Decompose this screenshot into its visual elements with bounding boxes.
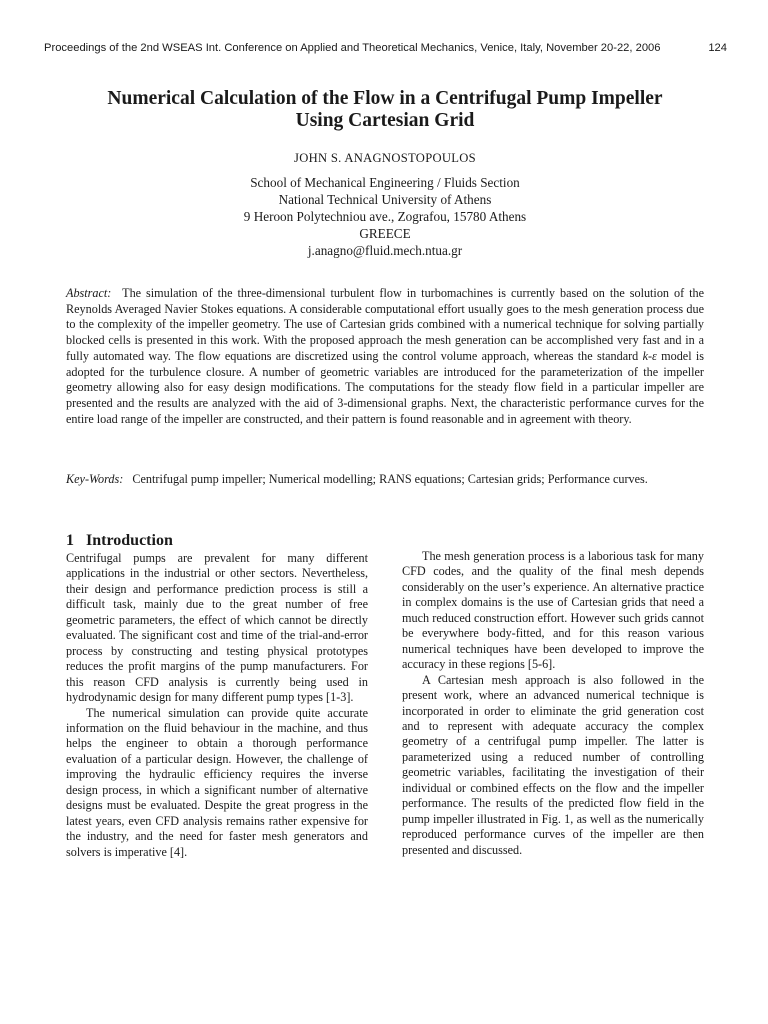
title-line-1: Numerical Calculation of the Flow in a Centrifugal Pump Impeller	[107, 88, 663, 109]
author-name: JOHN S. ANAGNOSTOPOULOS	[294, 151, 476, 165]
intro-paragraph-2: The numerical simulation can provide quite accurate information on the fluid behaviour in the machine, and thus helps the engineer to obtain a thorough performance evaluation of a particular design. However, the challenge of improving the hydraulic efficiency requires the inverse design process, in which a significant number of alternative designs must be evaluated. Despite the great progress in the latest years, even CFD analysis remains rather expensive for the industry, and the need for faster mesh generators and solvers is imperative [4].	[66, 705, 368, 859]
keywords	[66, 472, 704, 488]
intro-paragraph-3: The mesh generation process is a laborious task for many CFD codes, and the quality of the final mesh depends considerably on the user’s experience. An alternative practice in complex domains is the use of Cartesian grids that need a much reduced construction effort. However such grids cannot be everywhere body-fitted, and for this reason various numerical techniques have been developed to improve the accuracy in these regions [5-6].	[402, 549, 704, 672]
affiliation-address: 9 Heroon Polytechniou ave., Zografou, 15780 Athens	[243, 209, 527, 224]
turbulence-model-symbol: k-ε	[642, 348, 657, 363]
affiliation-department: School of Mechanical Engineering / Fluids Section	[250, 175, 520, 190]
affiliation-university: National Technical University of Athens	[278, 192, 492, 207]
right-column	[402, 549, 704, 858]
keywords-text: Centrifugal pump impeller; Numerical modelling; RANS equations; Cartesian grids; Performance curves.	[132, 472, 648, 486]
paper-title	[40, 88, 730, 132]
intro-paragraph-4: A Cartesian mesh approach is also followed in the present work, where an advanced numerical technique is incorporated in order to eliminate the grid generation cost and to represent with adequate accuracy the complex geometry of a centrifugal pump impeller. The latter is parameterized using a reduced number of controlling geometric variables, facilitating the investigation of their individual or combined effects on the flow and the impeller performance. The results of the predicted flow field in the pump impeller illustrated in Fig. 1, as well as the numerically reproduced performance curves of the impeller are then presented and discussed.	[402, 672, 704, 857]
section-title: Introduction	[86, 532, 173, 549]
abstract-text-part1: The simulation of the three-dimensional turbulent flow in turbomachines is currently based on the solution of the Reynolds Averaged Navier Stokes equations. A considerable computational effort usually goes to the mesh generation process due to the complexity of the impeller geometry. The use of Cartesian grids combined with a numerical technique for solving partially blocked cells is presented in this work. With the proposed approach the mesh generation can be accomplished very fast and in a fully automated way. The flow equations are discretized using the control volume approach, whereas the standard	[66, 286, 704, 363]
affiliation-country: GREECE	[359, 226, 411, 241]
title-line-2: Using Cartesian Grid	[295, 110, 475, 131]
left-column	[66, 551, 368, 860]
page-number: 124	[708, 42, 727, 54]
abstract-text-part2: model is adopted for the turbulence closure. A number of geometric variables are introduced for the parameterization of the impeller geometry allowing also for easy design modifications. The computations for the steady flow field in a particular impeller are presented and the results are analyzed with the aid of 3-dimensional graphs. Next, the characteristic performance curves for the entire load range of the impeller are constructed, and their pattern is found reasonable and in agreement with theory.	[66, 348, 705, 426]
abstract-label: Abstract:	[66, 286, 112, 300]
author-email: j.anagno@fluid.mech.ntua.gr	[307, 243, 463, 258]
conference-info: Proceedings of the 2nd WSEAS Int. Conference on Applied and Theoretical Mechanics, Venice, Italy, November 20-22, 2006	[44, 42, 661, 54]
abstract	[66, 286, 704, 427]
section-heading-introduction	[66, 532, 173, 550]
intro-paragraph-1: Centrifugal pumps are prevalent for many different applications in the industrial or other sectors. Nevertheless, their design and performance prediction process is still a difficult task, mainly due to the great number of free geometric parameters, the effect of which cannot be directly evaluated. The significant cost and time of the trial-and-error process by constructing and testing physical prototypes reduces the profit margins of the pump manufacturers. For this reason CFD analysis is currently being used in hydrodynamic design for many different pump types [1-3].	[66, 551, 368, 705]
keywords-label: Key-Words:	[66, 472, 124, 486]
section-number: 1	[66, 532, 74, 549]
